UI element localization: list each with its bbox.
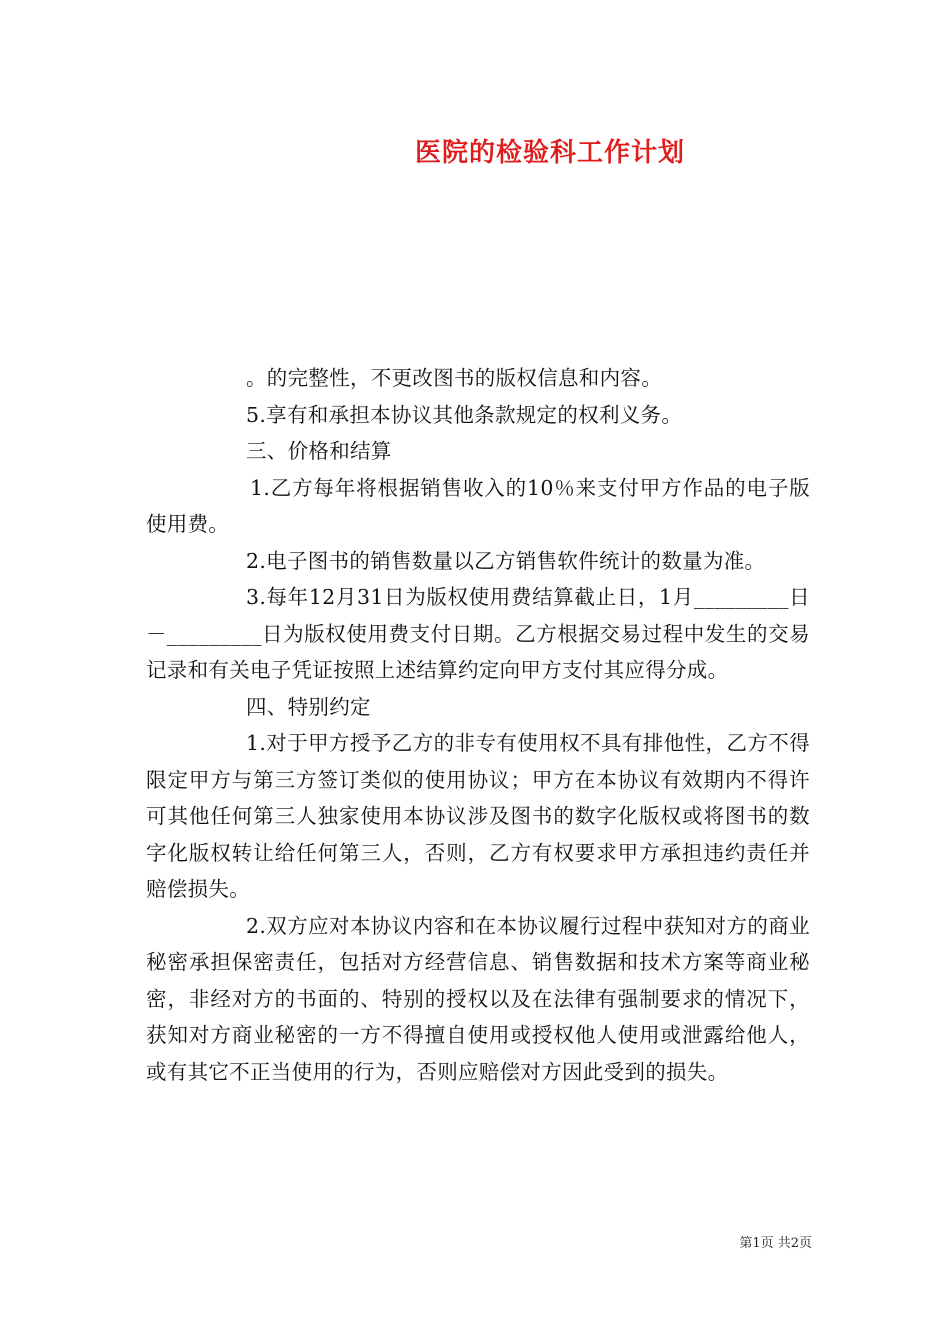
paragraph-price-1: 1.乙方每年将根据销售收入的10％来支付甲方作品的电子版使用费。 [146,475,810,536]
paragraph-special-2: 2.双方应对本协议内容和在本协议履行过程中获知对方的商业秘密承担保密责任，包括对方经营信息、销售数据和技术方案等商业秘密，非经对方的书面的、特别的授权以及在法律有强制要求的情况下，获知对方商业秘密的一方不得擅自使用或授权他人使用或泄露给他人，或有其它不正当使用的行为，否则应赔偿对方因此受到的损失。 [146,913,810,1084]
page-number-footer: 第1页 共2页 [739,1236,812,1251]
paragraph-price-2: 2.电子图书的销售数量以乙方销售软件统计的数量为准。 [246,548,766,573]
section-heading-special-terms: 四、特别约定 [246,694,371,719]
document-body [146,360,810,1090]
section-heading-price-settlement: 三、价格和结算 [246,439,392,463]
paragraph-price-3: 3.每年12月31日为版权使用费结算截止日，1月_________日－_________日为版权使用费支付日期。乙方根据交易过程中发生的交易记录和有关电子凭证按照上述结算约定向甲方支付其应得分成。 [146,585,810,682]
document-title: 医院的检验科工作计划 [414,138,685,168]
paragraph-continuation: 。的完整性，不更改图书的版权信息和内容。 [246,366,662,390]
paragraph-special-1: 1.对于甲方授予乙方的非专有使用权不具有排他性，乙方不得限定甲方与第三方签订类似的使用协议；甲方在本协议有效期内不得许可其他任何第三人独家使用本协议涉及图书的数字化版权或将图书的数字化版权转让给任何第三人，否则，乙方有权要求甲方承担违约责任并赔偿损失。 [146,731,810,901]
paragraph-clause-5: 5.享有和承担本协议其他条款规定的权利义务。 [246,402,683,427]
